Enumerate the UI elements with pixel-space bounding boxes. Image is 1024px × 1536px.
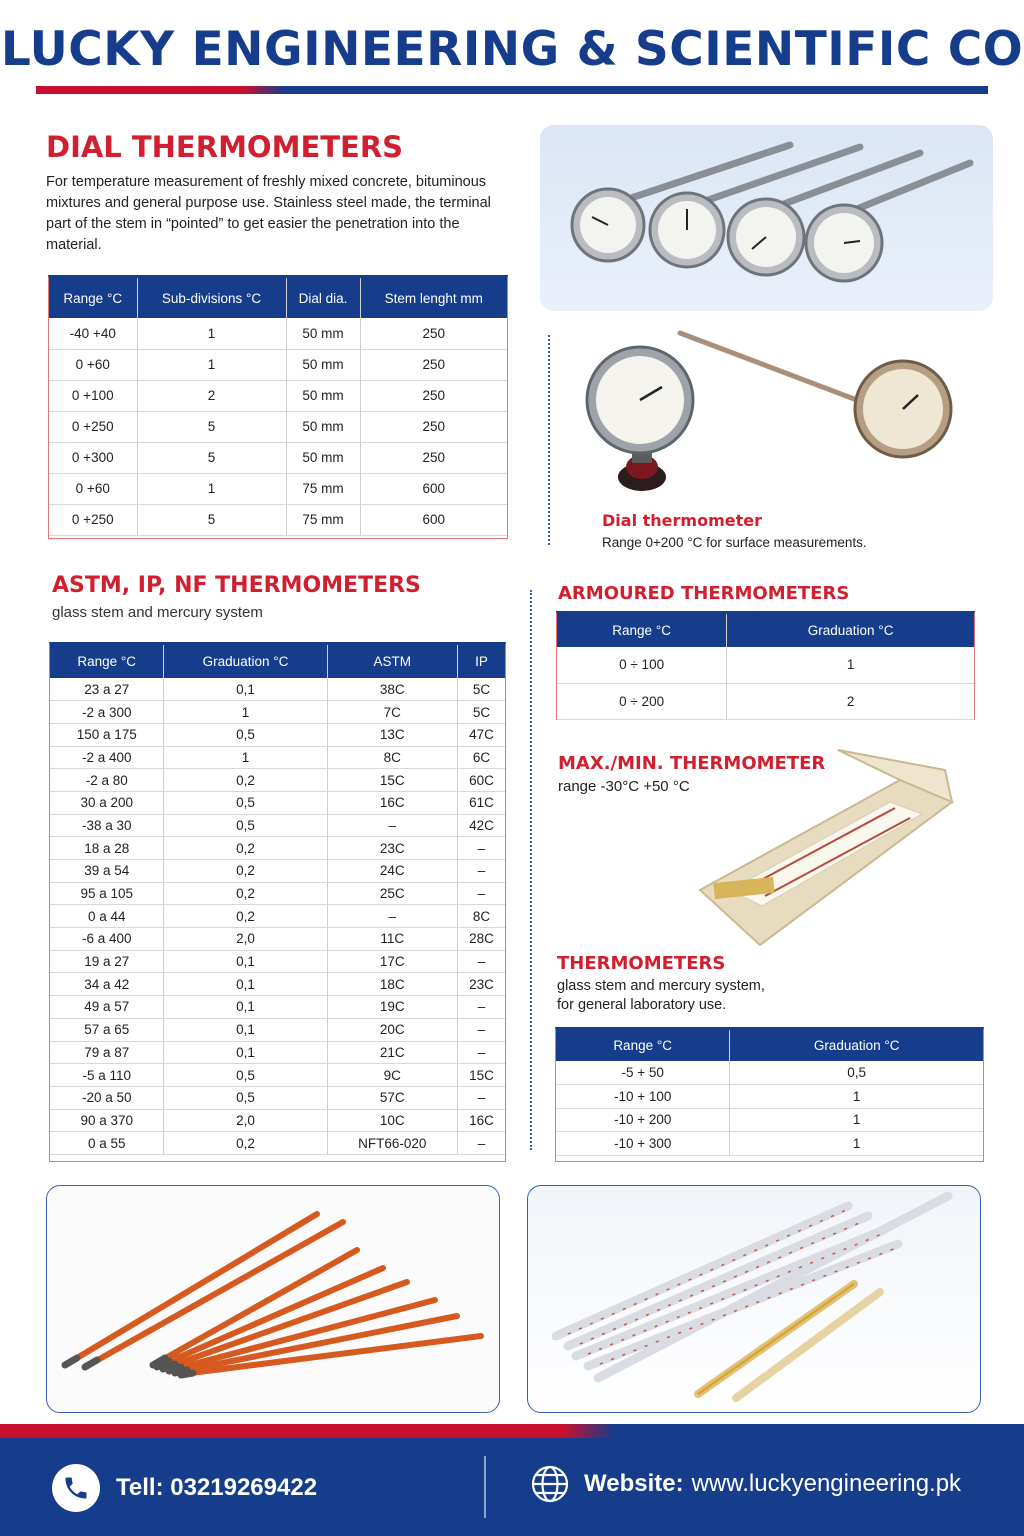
table-cell: 60C [457, 769, 505, 792]
dial-table-header [49, 278, 507, 318]
footer [0, 1438, 1024, 1536]
column-divider-bottom [530, 590, 532, 1150]
table-row [50, 791, 505, 814]
table-cell: 250 [360, 318, 507, 349]
armoured-table-header [557, 614, 974, 647]
table-row [50, 973, 505, 996]
table-cell: 50 mm [286, 380, 360, 411]
table-cell: 34 a 42 [50, 973, 164, 996]
table-row [49, 318, 507, 349]
table-cell: 5 [137, 411, 286, 442]
table-cell: 42C [457, 814, 505, 837]
table-cell: 0 +250 [49, 504, 137, 535]
table-cell: 0,2 [164, 837, 327, 860]
table-row [49, 504, 507, 535]
table-cell: – [457, 1132, 505, 1155]
table-cell: 0,2 [164, 860, 327, 883]
table-cell: 0,2 [164, 905, 327, 928]
table-cell: 2,0 [164, 928, 327, 951]
brand-title: LUCKY ENGINEERING & SCIENTIFIC CO [0, 22, 1024, 77]
table-cell: 75 mm [286, 473, 360, 504]
table-cell: 0,5 [164, 1064, 327, 1087]
astm-table-header [50, 645, 505, 678]
table-cell: – [327, 814, 457, 837]
table-row [50, 723, 505, 746]
column-header: ASTM [327, 645, 457, 678]
table-cell: 17C [327, 950, 457, 973]
table-cell: 1 [730, 1085, 983, 1109]
column-header: Sub-divisions °C [137, 278, 286, 318]
table-row [50, 837, 505, 860]
table-cell: -2 a 400 [50, 746, 164, 769]
column-header: IP [457, 645, 505, 678]
table-cell: -2 a 300 [50, 701, 164, 724]
footer-phone[interactable] [52, 1464, 317, 1512]
table-cell: 16C [327, 791, 457, 814]
column-header: Stem lenght mm [360, 278, 507, 318]
lab-section-title: THERMOMETERS [557, 953, 726, 974]
table-cell: 0,1 [164, 678, 327, 701]
table-cell: 20C [327, 1018, 457, 1041]
footer-website[interactable] [530, 1464, 961, 1504]
table-row [50, 882, 505, 905]
table-row [49, 473, 507, 504]
table-cell: 9C [327, 1064, 457, 1087]
table-cell: 15C [457, 1064, 505, 1087]
table-cell: 0,2 [164, 1132, 327, 1155]
table-cell: -20 a 50 [50, 1086, 164, 1109]
table-cell: -10 + 300 [556, 1132, 730, 1156]
table-cell: 0,1 [164, 973, 327, 996]
table-row [50, 1041, 505, 1064]
table-cell: 2 [137, 380, 286, 411]
table-cell: 0 +250 [49, 411, 137, 442]
table-cell: 600 [360, 504, 507, 535]
table-cell: 0,5 [164, 1086, 327, 1109]
table-cell: 2 [727, 683, 974, 719]
table-row [49, 380, 507, 411]
table-cell: 0 a 44 [50, 905, 164, 928]
table-row [49, 349, 507, 380]
table-cell: 6C [457, 746, 505, 769]
table-row [50, 860, 505, 883]
table-cell: -10 + 100 [556, 1085, 730, 1109]
table-cell: 150 a 175 [50, 723, 164, 746]
table-cell: 250 [360, 349, 507, 380]
table-cell: 47C [457, 723, 505, 746]
dial-thermometers-photo [540, 125, 993, 311]
lab-table [555, 1027, 984, 1162]
table-cell: 15C [327, 769, 457, 792]
table-row [50, 769, 505, 792]
table-cell: 5C [457, 701, 505, 724]
table-cell: 57C [327, 1086, 457, 1109]
table-cell: 5 [137, 442, 286, 473]
lab-subtitle-line1: glass stem and mercury system, [557, 978, 765, 994]
table-row [50, 678, 505, 701]
table-cell: 0 a 55 [50, 1132, 164, 1155]
table-cell: -5 a 110 [50, 1064, 164, 1087]
table-cell: 90 a 370 [50, 1109, 164, 1132]
dial-description: For temperature measurement of freshly mixed concrete, bituminous mixtures and general purpose use. Stainless steel made, the terminal part of the stem in “pointed” to get easier the penetration into the material. [46, 174, 491, 253]
table-cell: 16C [457, 1109, 505, 1132]
table-row [49, 442, 507, 473]
table-cell: 50 mm [286, 442, 360, 473]
table-cell: 50 mm [286, 349, 360, 380]
table-cell: 0,5 [730, 1061, 983, 1085]
table-row [50, 1086, 505, 1109]
table-cell: 19 a 27 [50, 950, 164, 973]
astm-subtitle: glass stem and mercury system [52, 604, 263, 621]
footer-divider [484, 1456, 486, 1518]
table-cell: 95 a 105 [50, 882, 164, 905]
dial-section-title: DIAL THERMOMETERS [46, 130, 404, 164]
table-cell: 50 mm [286, 411, 360, 442]
table-cell: 0,5 [164, 814, 327, 837]
table-cell: 0,1 [164, 1041, 327, 1064]
table-cell: -40 +40 [49, 318, 137, 349]
table-cell: 1 [164, 746, 327, 769]
table-row [50, 950, 505, 973]
table-cell: 57 a 65 [50, 1018, 164, 1041]
table-cell: -6 a 400 [50, 928, 164, 951]
astm-section-title: ASTM, IP, NF THERMOMETERS [52, 573, 421, 598]
table-cell: 23 a 27 [50, 678, 164, 701]
table-cell: 28C [457, 928, 505, 951]
table-row [50, 1132, 505, 1155]
orange-thermometers-photo [46, 1185, 500, 1413]
surface-caption-title: Dial thermometer [602, 511, 762, 530]
table-cell: 250 [360, 442, 507, 473]
table-cell: 1 [164, 701, 327, 724]
table-cell: 10C [327, 1109, 457, 1132]
table-cell: -2 a 80 [50, 769, 164, 792]
table-row [557, 683, 974, 719]
table-row [50, 905, 505, 928]
astm-table [49, 642, 506, 1162]
table-cell: 0,2 [164, 882, 327, 905]
table-cell: – [457, 1041, 505, 1064]
table-cell: 25C [327, 882, 457, 905]
table-cell: 24C [327, 860, 457, 883]
table-cell: 61C [457, 791, 505, 814]
table-row [50, 1064, 505, 1087]
table-cell: 0 +60 [49, 349, 137, 380]
lab-table-header [556, 1030, 983, 1061]
table-cell: 0,1 [164, 1018, 327, 1041]
footer-website-label: Website: [584, 1470, 684, 1497]
table-cell: 600 [360, 473, 507, 504]
column-header: Range °C [557, 614, 727, 647]
table-cell: 250 [360, 380, 507, 411]
table-row [556, 1108, 983, 1132]
table-cell: 39 a 54 [50, 860, 164, 883]
table-cell: 19C [327, 996, 457, 1019]
table-cell: 50 mm [286, 318, 360, 349]
table-cell: – [457, 1018, 505, 1041]
table-row [557, 647, 974, 683]
table-cell: 0 +300 [49, 442, 137, 473]
table-cell: 0,1 [164, 996, 327, 1019]
table-cell: -38 a 30 [50, 814, 164, 837]
table-row [50, 996, 505, 1019]
footer-phone-label: Tell: 03219269422 [116, 1474, 318, 1501]
table-cell: – [457, 860, 505, 883]
column-header: Graduation °C [727, 614, 974, 647]
column-header: Range °C [49, 278, 137, 318]
maxmin-section-title: MAX./MIN. THERMOMETER [558, 753, 826, 774]
table-row [50, 928, 505, 951]
armoured-table [556, 611, 975, 720]
table-cell: 13C [327, 723, 457, 746]
table-cell: -10 + 200 [556, 1108, 730, 1132]
column-header: Dial dia. [286, 278, 360, 318]
table-cell: 38C [327, 678, 457, 701]
table-row [50, 1109, 505, 1132]
table-cell: 0,5 [164, 791, 327, 814]
phone-icon [52, 1464, 100, 1512]
surface-caption-text: Range 0+200 °C for surface measurements. [602, 535, 867, 550]
table-cell: – [457, 1086, 505, 1109]
table-cell: 5C [457, 678, 505, 701]
table-cell: 18 a 28 [50, 837, 164, 860]
table-cell: 0,2 [164, 769, 327, 792]
dial-table [48, 275, 508, 539]
table-row [50, 701, 505, 724]
table-cell: 79 a 87 [50, 1041, 164, 1064]
table-cell: 8C [327, 746, 457, 769]
glass-thermometers-photo [527, 1185, 981, 1413]
globe-icon [530, 1464, 570, 1504]
maxmin-subtitle: range -30°C +50 °C [558, 778, 690, 795]
table-cell: – [457, 996, 505, 1019]
column-header: Graduation °C [164, 645, 327, 678]
table-cell: 1 [137, 318, 286, 349]
table-cell: 8C [457, 905, 505, 928]
table-row [50, 814, 505, 837]
table-cell: – [457, 837, 505, 860]
column-header: Range °C [50, 645, 164, 678]
table-cell: 1 [727, 647, 974, 683]
table-row [556, 1061, 983, 1085]
table-cell: 0 +60 [49, 473, 137, 504]
table-row [49, 411, 507, 442]
table-cell: 11C [327, 928, 457, 951]
table-cell: 0 +100 [49, 380, 137, 411]
table-cell: 0,1 [164, 950, 327, 973]
table-cell: 1 [730, 1108, 983, 1132]
table-cell: 7C [327, 701, 457, 724]
table-row [556, 1132, 983, 1156]
table-cell: -5 + 50 [556, 1061, 730, 1085]
footer-accent-bar [0, 1424, 1024, 1438]
maxmin-thermometer-photo [690, 740, 960, 950]
table-cell: – [457, 882, 505, 905]
armoured-section-title: ARMOURED THERMOMETERS [558, 583, 850, 604]
column-header: Range °C [556, 1030, 730, 1061]
brand-underline [36, 86, 988, 94]
surface-thermometer-photo [580, 325, 980, 505]
table-cell: 0 ÷ 100 [557, 647, 727, 683]
table-cell: 21C [327, 1041, 457, 1064]
table-cell: 5 [137, 504, 286, 535]
footer-website-url[interactable]: www.luckyengineering.pk [691, 1470, 962, 1497]
column-header: Graduation °C [730, 1030, 983, 1061]
table-cell: 75 mm [286, 504, 360, 535]
table-cell: 250 [360, 411, 507, 442]
table-cell: – [327, 905, 457, 928]
table-cell: 30 a 200 [50, 791, 164, 814]
table-cell: 49 a 57 [50, 996, 164, 1019]
table-cell: 1 [730, 1132, 983, 1156]
table-row [50, 1018, 505, 1041]
table-cell: 2,0 [164, 1109, 327, 1132]
column-divider-top [548, 335, 550, 545]
table-cell: – [457, 950, 505, 973]
table-cell: 18C [327, 973, 457, 996]
table-row [50, 746, 505, 769]
table-cell: 23C [457, 973, 505, 996]
table-cell: 1 [137, 349, 286, 380]
table-cell: 0 ÷ 200 [557, 683, 727, 719]
table-cell: 0,5 [164, 723, 327, 746]
table-cell: NFT66-020 [327, 1132, 457, 1155]
table-cell: 1 [137, 473, 286, 504]
table-row [556, 1085, 983, 1109]
lab-subtitle-line2: for general laboratory use. [557, 997, 727, 1013]
table-cell: 23C [327, 837, 457, 860]
